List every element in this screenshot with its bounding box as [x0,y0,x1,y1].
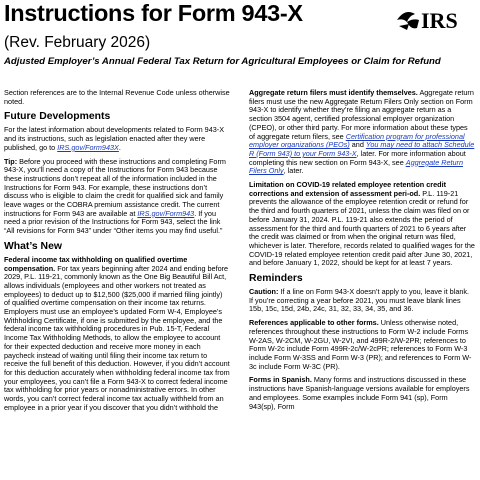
peo-link[interactable]: Certification program for professional employer organizations (PEOs) [249,131,465,150]
irs-logo [395,4,475,34]
tip-label: Tip: [4,156,18,166]
form-subtitle: Adjusted Employer’s Annual Federal Tax Return for Agricultural Employees or Claim for Refund [4,56,441,67]
aggregate-lead: Aggregate return filers must identify themselves. [249,88,418,97]
references-lead: References applicable to other forms. [249,318,379,328]
spanish-paragraph: Forms in Spanish. Many forms and instructions discussed in these instructions have Spanish-language versions available for employers and employees. Some examples include Form 941 (sp), Form 943(sp), Form [249,375,470,411]
page-title: Instructions for Form 943-X [4,0,303,26]
references-paragraph: References applicable to other forms. Unless otherwise noted, references throughout these instructions to Form W-2 include Forms W-2AS, W-2CM, W-2GU, W-2VI, and 499R-2/W-2PR; references to Form W-2c include Form 499R-2c/W-2cPR; references to Form W-3 include Form W-3SS and Form W-3 (PR); and references to Form W-3c include Form W-3C (PR). [249,318,472,371]
reminders-heading: Reminders [249,273,303,285]
aggregate-paragraph: Aggregate return filers must identify themselves. Aggregate return filers must use the new Aggregate Return Filers Only section on Form 943-X to identify whether they’re filing an aggregate return as a section 3504 agent, certified professional employer organization (CPEO), or other third party. For more information about these types of aggregate return filers, see Certification program for professional employer organizations (PEOs) and You may need to attach Schedule R (Form 943) to your Form 943-X, later. For more information about completing this new section on Form 943-X, see Aggregate Return Filers Only, later. [249,88,475,176]
schedule-r-link[interactable]: You may need to attach Schedule R (Form 943) to your Form 943-X [249,140,475,158]
overtime-lead: Federal income tax withholding on qualified overtime compensation. [4,254,188,273]
form943-link[interactable]: IRS.gov/Form943 [137,208,195,218]
whats-new-heading: What’s New [4,240,62,252]
covid-paragraph: Limitation on COVID-19 related employee retention credit corrections and extension of assessment peri-od. P.L. 119-21 prevents the allowance of the employee retention credit or refund for the third and fourth quarters of 2021, unless the claim was filed on or before January 31, 2024. P.L. 119-21 also extends the period of assessment for the third and fourth quarters of 2021 to 6 years after the credit was claimed or from when the original return was filed, whichever is later. Therefore, records related to qualified wages for the COVID-19 related employee retention credit paid after June 30, 2021, and before January 1, 2022, should be kept for at least 7 years. [249,180,475,268]
svg-text:IRS: IRS [421,8,458,33]
left-column [4,89,230,418]
right-column [249,89,475,416]
tip-paragraph: Tip: Before you proceed with these instructions and completing Form 943-X, you’ll need a copy of the Instructions for Form 943 because these instructions don’t repeat all of the information included in the Instructions for Form 943. For example, these instructions don’t discuss who is eligible to claim the credit for qualified sick and family leave wages or the COBRA premium assistance credit. The current instructions for Form 943 are available at IRS.gov/Form943. If you need a prior revision of the Instructions for Form 943, select the link “All revisions for Form 943” under “Other items you may find useful.” [4,156,226,236]
future-developments-text: For the latest information about developments related to Form 943-X and its instructions, such as legislation enacted after they were published, go to IRS.gov/Form943X. [4,125,225,152]
form943x-link[interactable]: IRS.gov/Form943X [57,142,119,152]
covid-lead: Limitation on COVID-19 related employee retention credit corrections and extension of assessment peri-od. [249,180,446,198]
spanish-lead: Forms in Spanish. [249,375,312,385]
eagle-icon [397,12,419,30]
future-developments-heading: Future Developments [4,111,111,123]
overtime-paragraph: Federal income tax withholding on qualified overtime compensation. For tax years beginning after 2024 and ending before 2029, P.L. 119-21, commonly known as the One Big Beautiful Bill Act, allows individuals (employees and other workers not treated as employees) to deduct up to $12,500 ($25,000 if married filing jointly) of qualified overtime compensation on their income tax returns. Employers must use an employee’s updated Form W-4, Employee’s Withholding Certificate, if one is submitted by the employee, and the federal income tax withholding procedures in Pub. 15-T, Federal Income Tax Withholding Methods, to allow the employee to account for their expected deduction and receive more money in each paycheck instead of waiting until filing their income tax return to receive the full benefit of this deduction. However, if you didn’t account for this deduction accurately when withholding federal income tax from your employees, you can’t file a Form 943-X to correct federal income tax withholding for prior years or nonadministrative errors. In other words, you can’t correct federal income tax actually withheld from an employee in a prior year if you discover that you didn’t withhold the [4,254,230,412]
caution-label: Caution: [249,287,279,297]
caution-paragraph: Caution: If a line on Form 943-X doesn’t apply to you, leave it blank. If you’re correcting a year before 2021, you must leave blank lines 15b, 15c, 15d, 24b, 24c, 31, 32, 33, 34, 35, and 36. [249,287,470,314]
aggregate-filers-link[interactable]: Aggregate Return Filers Only [249,157,463,176]
revision-date: (Rev. February 2026) [4,34,151,51]
intro-text: Section references are to the Internal Revenue Code unless otherwise noted. [4,88,230,106]
